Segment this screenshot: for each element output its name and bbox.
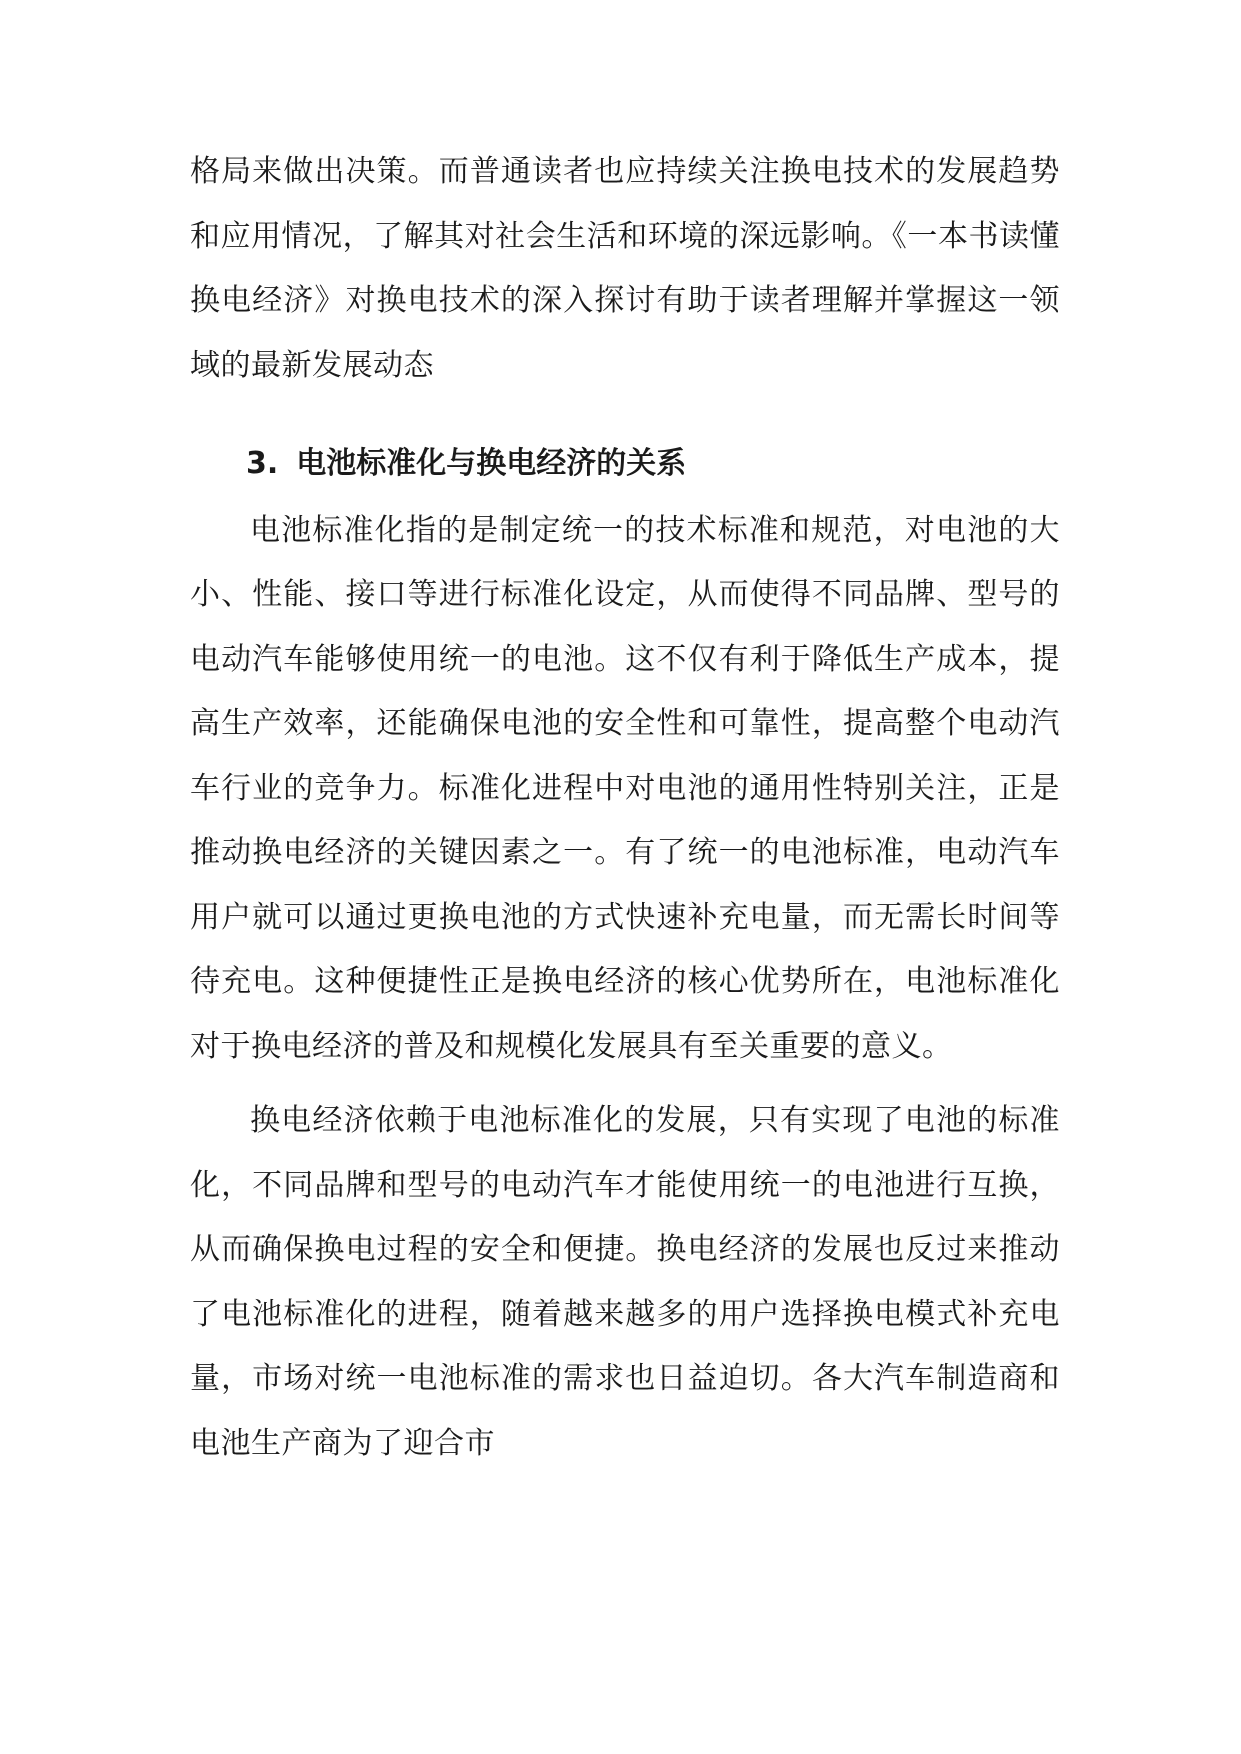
section-title: 电池标准化与换电经济的关系	[296, 446, 687, 481]
section-paragraph-2: 换电经济依赖于电池标准化的发展，只有实现了电池的标准化，不同品牌和型号的电动汽车才能使用统一的电池进行互换，从而确保换电过程的安全和便捷。换电经济的发展也反过来推动了电池标准化的进程，随着越来越多的用户选择换电模式补充电量，市场对统一电池标准的需求也日益迫切。各大汽车制造商和电池生产商为了迎合市	[190, 1103, 1060, 1461]
section-paragraph-1: 电池标准化指的是制定统一的技术标准和规范，对电池的大小、性能、接口等进行标准化设定，从而使得不同品牌、型号的电动汽车能够使用统一的电池。这不仅有利于降低生产成本，提高生产效率，还能确保电池的安全性和可靠性，提高整个电动汽车行业的竞争力。标准化进程中对电池的通用性特别关注，正是推动换电经济的关键因素之一。有了统一的电池标准，电动汽车用户就可以通过更换电池的方式快速补充电量，而无需长时间等待充电。这种便捷性正是换电经济的核心优势所在，电池标准化对于换电经济的普及和规模化发展具有至关重要的意义。	[190, 512, 1060, 1064]
paragraph-gap	[190, 1079, 1060, 1089]
section-number: 3.	[246, 446, 279, 481]
document-body	[190, 140, 1060, 1476]
paragraph-continued: 格局来做出决策。而普通读者也应持续关注换电技术的发展趋势和应用情况，了解其对社会生活和环境的深远影响。《一本书读懂换电经济》对换电技术的深入探讨有助于读者理解并掌握这一领域的最新发展动态	[190, 154, 1060, 383]
section-heading	[190, 432, 1060, 497]
